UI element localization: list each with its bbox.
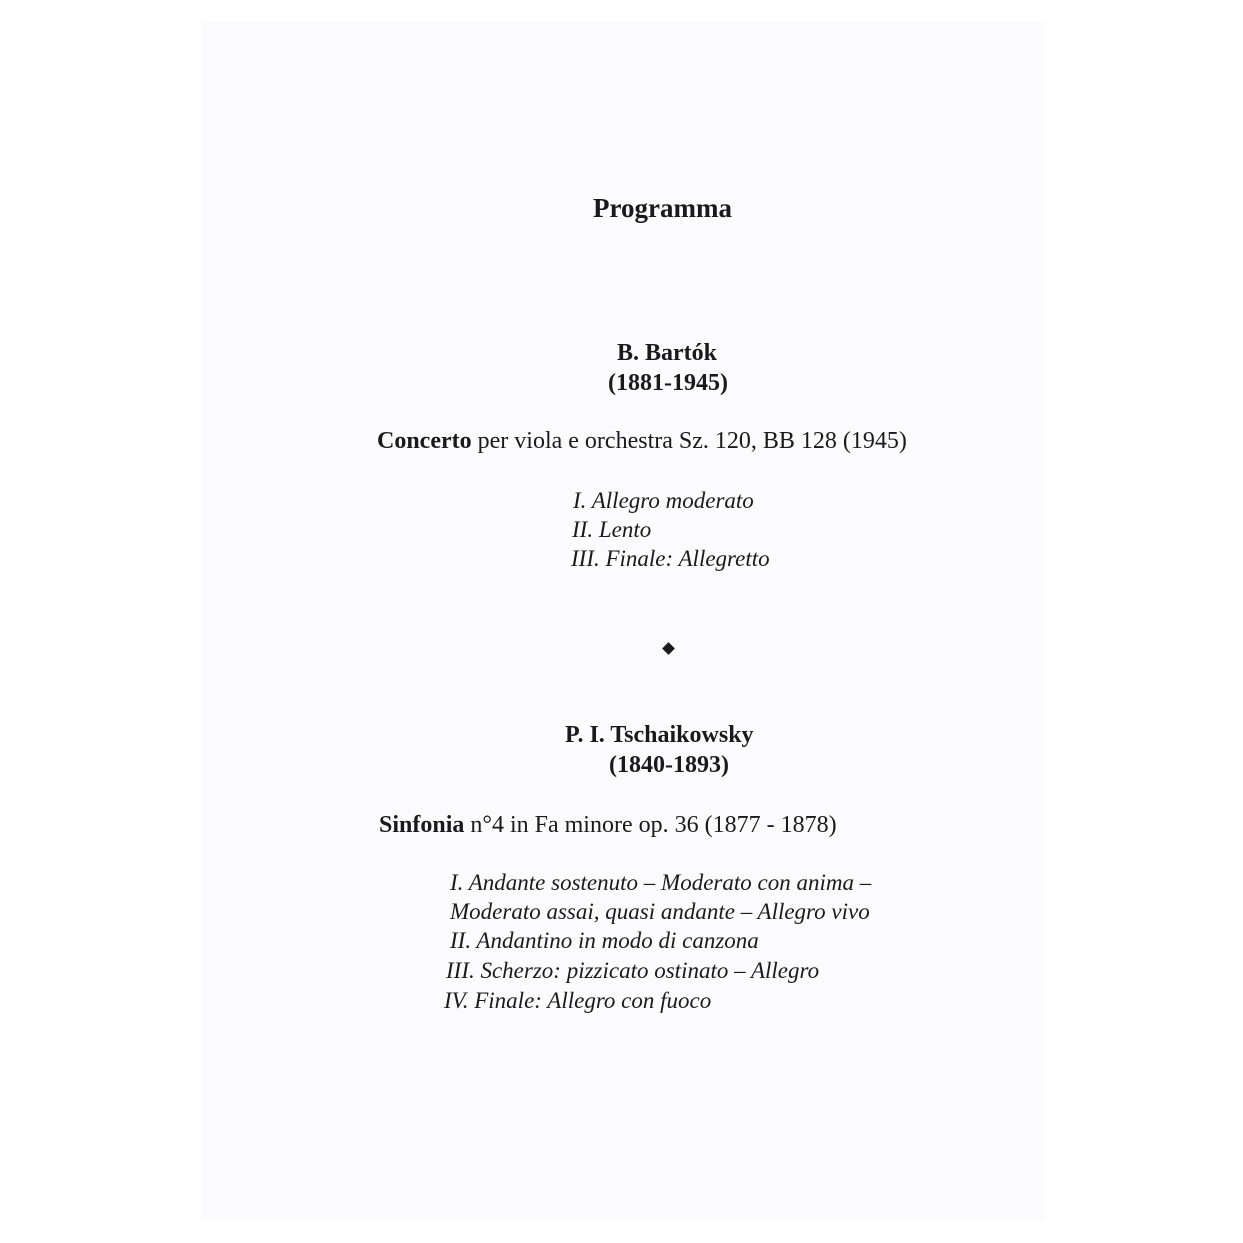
movement-item: II. Lento — [572, 517, 652, 542]
movement-item: III. Finale: Allegretto — [571, 546, 770, 571]
composer-name-bartok: B. Bartók — [617, 340, 718, 366]
composer-dates-tschaikowsky: (1840-1893) — [609, 752, 729, 778]
composer-dates-bartok: (1881-1945) — [608, 370, 728, 396]
work-details: per viola e orchestra Sz. 120, BB 128 (1945) — [471, 428, 907, 454]
movement-item: I. Andante sostenuto – Moderato con anima – — [450, 870, 872, 895]
movement-item: III. Scherzo: pizzicato ostinato – Allegro — [446, 958, 820, 983]
work-genre: Sinfonia — [379, 812, 465, 838]
movement-item: II. Andantino in modo di canzona — [450, 928, 759, 953]
movement-item: IV. Finale: Allegro con fuoco — [444, 988, 712, 1013]
movement-item: I. Allegro moderato — [573, 488, 754, 513]
movement-item-continued: Moderato assai, quasi andante – Allegro vivo — [450, 899, 870, 924]
work-details: n°4 in Fa minore op. 36 (1877 - 1878) — [464, 812, 837, 838]
page-title: Programma — [593, 193, 732, 223]
composer-name-tschaikowsky: P. I. Tschaikowsky — [565, 722, 754, 748]
work-title-tschaikowsky — [379, 812, 837, 839]
work-title-bartok — [377, 428, 907, 455]
work-genre: Concerto — [377, 428, 472, 454]
